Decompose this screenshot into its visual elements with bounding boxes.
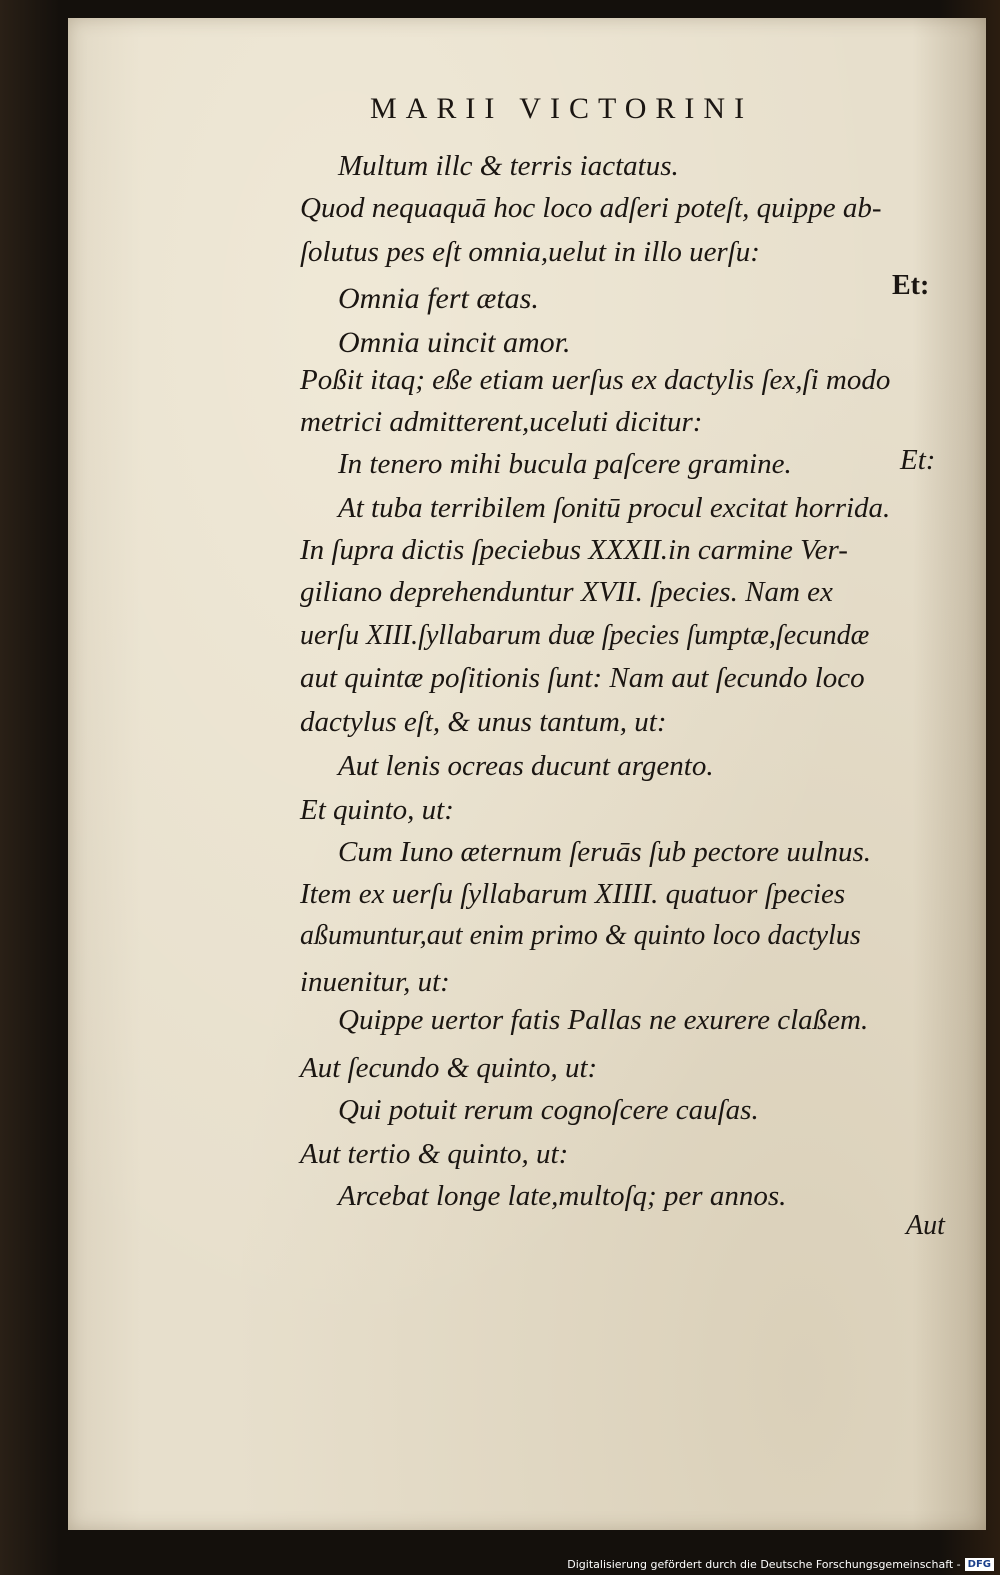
text-line-4: Omnia fert ætas. [338,282,539,315]
text-line-24: Aut ſecundo & quinto, ut: [300,1052,598,1084]
text-line-1: Multum illc & terris iactatus. [338,150,679,182]
text-line-7: Poßit itaq; eße etiam uerſus ex dactylis ſex,ſi modo [300,364,891,396]
text-line-12: In ſupra dictis ſpeciebus XXXII.in carmine Ver- [300,534,848,566]
text-line-3: ſolutus pes eſt omnia,uelut in illo uerſu: [300,236,760,268]
footer-text: Digitalisierung gefördert durch die Deutsche Forschungsgemeinschaft - [567,1558,961,1571]
text-line-19: Cum Iuno æternum ſeruās ſub pectore uulnus. [338,836,871,868]
digitization-footer [567,1558,994,1571]
text-line-20: Item ex uerſu ſyllabarum XIIII. quatuor ſpecies [300,878,846,910]
text-line-6: Omnia uincit amor. [338,326,571,359]
running-head: MARII VICTORINI [370,92,754,125]
dfg-logo: DFG [965,1558,994,1571]
text-line-21: aßumuntur,aut enim primo & quinto loco dactylus [300,920,861,951]
text-line-26: Aut tertio & quinto, ut: [300,1138,569,1170]
text-line-9: In tenero mihi bucula paſcere gramine. [338,448,792,480]
text-line-14: uerſu XIII.ſyllabarum duæ ſpecies ſumptæ,ſecundæ [300,620,870,651]
text-line-17: Aut lenis ocreas ducunt argento. [338,750,714,782]
text-line-15: aut quintæ poſitionis ſunt: Nam aut ſecundo loco [300,662,865,694]
text-line-10: Et: [900,444,936,476]
text-line-23: Quippe uertor fatis Pallas ne exurere claßem. [338,1004,869,1036]
text-line-11: At tuba terribilem ſonitū procul excitat horrida. [338,492,891,524]
text-line-27: Arcebat longe late,multoſq; per annos. [338,1180,787,1212]
text-line-8: metrici admitterent,uceluti dicitur: [300,406,703,438]
catchword: Aut [906,1210,945,1241]
text-line-18: Et quinto, ut: [300,794,454,826]
text-line-22: inuenitur, ut: [300,966,450,998]
text-line-13: giliano deprehenduntur XVII. ſpecies. Nam ex [300,576,833,608]
text-line-16: dactylus eſt, & unus tantum, ut: [300,706,667,738]
text-line-2: Quod nequaquā hoc loco adſeri poteſt, quippe ab- [300,192,882,224]
text-line-5: Et: [892,270,930,301]
text-line-25: Qui potuit rerum cognoſcere cauſas. [338,1094,759,1126]
